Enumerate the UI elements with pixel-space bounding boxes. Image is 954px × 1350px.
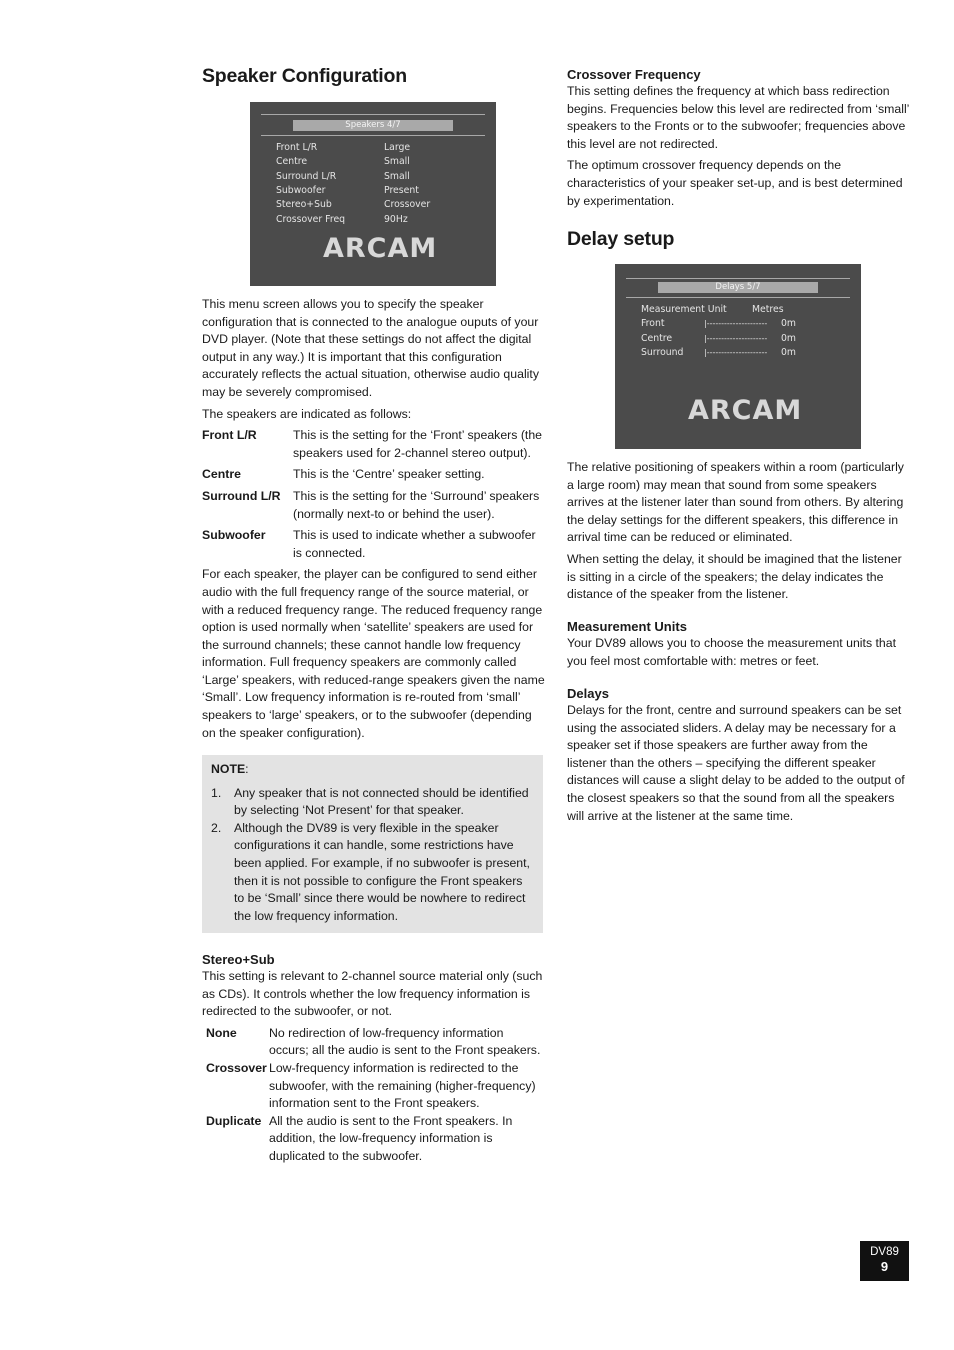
setting-value: Small [384, 171, 410, 182]
crossover-heading: Crossover Frequency [567, 67, 701, 82]
definition-item [202, 527, 545, 562]
option-item [206, 1113, 545, 1166]
note-text: Any speaker that is not connected should be identified by selecting ‘Not Present’ for that speaker. [234, 785, 529, 818]
delay-value: 0m [781, 333, 796, 344]
delay-body [567, 459, 910, 608]
definition-item [202, 427, 545, 462]
delay-setup-heading: Delay setup [567, 228, 675, 250]
measurement-unit-value: Metres [752, 304, 784, 315]
measurement-units-section [567, 618, 910, 674]
definition-desc: This is the ‘Centre’ speaker setting. [293, 467, 485, 482]
left-body [202, 296, 545, 746]
setting-label: Subwoofer [276, 185, 326, 196]
setting-value: Small [384, 156, 410, 167]
option-item [206, 1060, 545, 1113]
delay-label: Centre [641, 333, 673, 344]
note-title: NOTE: [211, 762, 249, 776]
setting-label: Crossover Freq [276, 214, 346, 225]
crossover-paragraph-2: The optimum crossover frequency depends on the characteristics of your speaker set-up, and is best determined by experimentation. [567, 158, 903, 208]
definition-term: Front L/R [202, 428, 257, 443]
note-box [202, 755, 543, 933]
note-text: Although the DV89 is very flexible in the speaker configurations it can handle, some restrictions have been applied. For example, if no subwoofer is present, then it is not possible to configure the Front speakers to be ‘Small’ since there would be nowhere to redirect the low frequency information. [234, 820, 530, 923]
arcam-logo: ARCAM [688, 395, 803, 426]
option-term: Crossover [206, 1060, 267, 1075]
delay-label: Surround [641, 347, 684, 358]
speaker-definitions [202, 427, 545, 562]
delay-slider: |--------------------- [704, 319, 768, 328]
definition-desc: This is the setting for the ‘Surround’ speakers (normally next-to or behind the user). [293, 488, 540, 521]
setting-label: Surround L/R [276, 171, 337, 182]
stereo-sub-paragraph: This setting is relevant to 2-channel source material only (such as CDs). It controls whether the low frequency information is redirected to the subwoofer, or not. [202, 969, 543, 1019]
measurement-unit-label: Measurement Unit [641, 304, 727, 315]
delays-menu-title: Delays 5/7 [658, 282, 818, 293]
speakers-menu-title: Speakers 4/7 [293, 120, 453, 131]
note-number: 1. [211, 785, 222, 800]
relative-positioning-paragraph: The relative positioning of speakers within a room (particularly a large room) may mean that sound from some speakers arrives at the listener later than sound from others. By altering the delay settings for the different speakers, this difference in arrival time can be reduced or eliminated. [567, 460, 904, 545]
definition-item [202, 466, 545, 484]
intro-paragraph: This menu screen allows you to specify the speaker configuration that is connected to the analogue ouputs of your DVD player. (Note that these settings do not affect the digital output in any way.) It is important that this configuration accurately reflects the actual situation, otherwise audio quality may be severely compromised. [202, 297, 539, 399]
setting-label: Front L/R [276, 142, 318, 153]
delay-value: 0m [781, 318, 796, 329]
delay-slider: |--------------------- [704, 348, 768, 357]
definition-item [202, 488, 545, 523]
indicated-paragraph: The speakers are indicated as follows: [202, 406, 412, 421]
definition-desc: This is the setting for the ‘Front’ speakers (the speakers used for 2-channel stereo output). [293, 428, 543, 460]
note-list [211, 785, 533, 926]
stereo-sub-options [202, 1025, 545, 1166]
setting-label: Centre [276, 156, 308, 167]
stereo-sub-section [202, 951, 545, 1166]
definition-desc: This is used to indicate whether a subwoofer is connected. [293, 528, 536, 560]
crossover-paragraph-1: This setting defines the frequency at which bass redirection begins. Frequencies below this level are redirected from ‘small’ speakers to the Fronts or to the subwoofer; frequencies above this level are not redirected. [567, 84, 909, 151]
setting-label: Stereo+Sub [276, 199, 332, 210]
setting-value: Crossover [384, 199, 431, 210]
delays-paragraph: Delays for the front, centre and surround speakers can be set using the associated sliders. A delay may be necessary for a speaker set if those speakers are further away from the listener than the others – specifying the different speaker distances will cause a slight delay to be added to the output of the closest speakers so that the sound from all the speakers will arrive at the listener at the same time. [567, 703, 905, 823]
delay-label: Front [641, 318, 665, 329]
option-term: Duplicate [206, 1113, 262, 1128]
option-desc: All the audio is sent to the Front speakers. In addition, the low-frequency information is duplicated to the subwoofer. [269, 1113, 513, 1163]
option-desc: Low-frequency information is redirected to the subwoofer, with the remaining (higher-frequency) information sent to the Front speakers. [269, 1060, 536, 1111]
option-desc: No redirection of low-frequency information occurs; all the audio is sent to the Front speakers. [269, 1025, 541, 1058]
crossover-section [567, 66, 910, 214]
definition-term: Surround L/R [202, 488, 281, 503]
model-name: DV89 [870, 1246, 899, 1258]
measurement-units-paragraph: Your DV89 allows you to choose the measurement units that you feel most comfortable with: metres or feet. [567, 636, 897, 668]
delays-menu-screen [615, 264, 861, 449]
delays-heading: Delays [567, 686, 609, 701]
setting-value: Large [384, 142, 411, 153]
speaker-configuration-heading: Speaker Configuration [202, 65, 407, 87]
page-badge [860, 1241, 909, 1281]
definition-term: Subwoofer [202, 528, 266, 543]
note-number: 2. [211, 820, 222, 835]
speakers-menu-screen [250, 102, 496, 286]
delay-value: 0m [781, 347, 796, 358]
circle-paragraph: When setting the delay, it should be imagined that the listener is sitting in a circle of the speakers; the delay indicates the distance of the speaker from the listener. [567, 551, 902, 602]
arcam-logo: ARCAM [323, 233, 438, 264]
note-item [211, 820, 533, 926]
measurement-units-heading: Measurement Units [567, 619, 687, 634]
delays-section [567, 685, 910, 829]
stereo-sub-heading: Stereo+Sub [202, 952, 275, 967]
option-item [206, 1025, 545, 1060]
delay-slider: |--------------------- [704, 334, 768, 343]
definition-term: Centre [202, 467, 241, 482]
setting-value: 90Hz [384, 214, 408, 225]
note-item [211, 785, 533, 820]
option-term: None [206, 1025, 237, 1040]
each-speaker-paragraph: For each speaker, the player can be configured to send either audio with the full frequency range of the source material, or with a reduced frequency range. The reduced frequency range option is used normally when ‘satellite’ speakers are used for the surround channels; these cannot handle low frequency information. Full frequency speakers are commonly called ‘Large’ speakers, with reduced-range speakers given the name ‘Small’. Low frequency information is re-routed from ‘small’ speakers to ‘large’ speakers, or to the subwoofer (depending on the speaker configuration). [202, 567, 545, 740]
page-number: 9 [880, 1259, 889, 1274]
setting-value: Present [384, 185, 419, 196]
